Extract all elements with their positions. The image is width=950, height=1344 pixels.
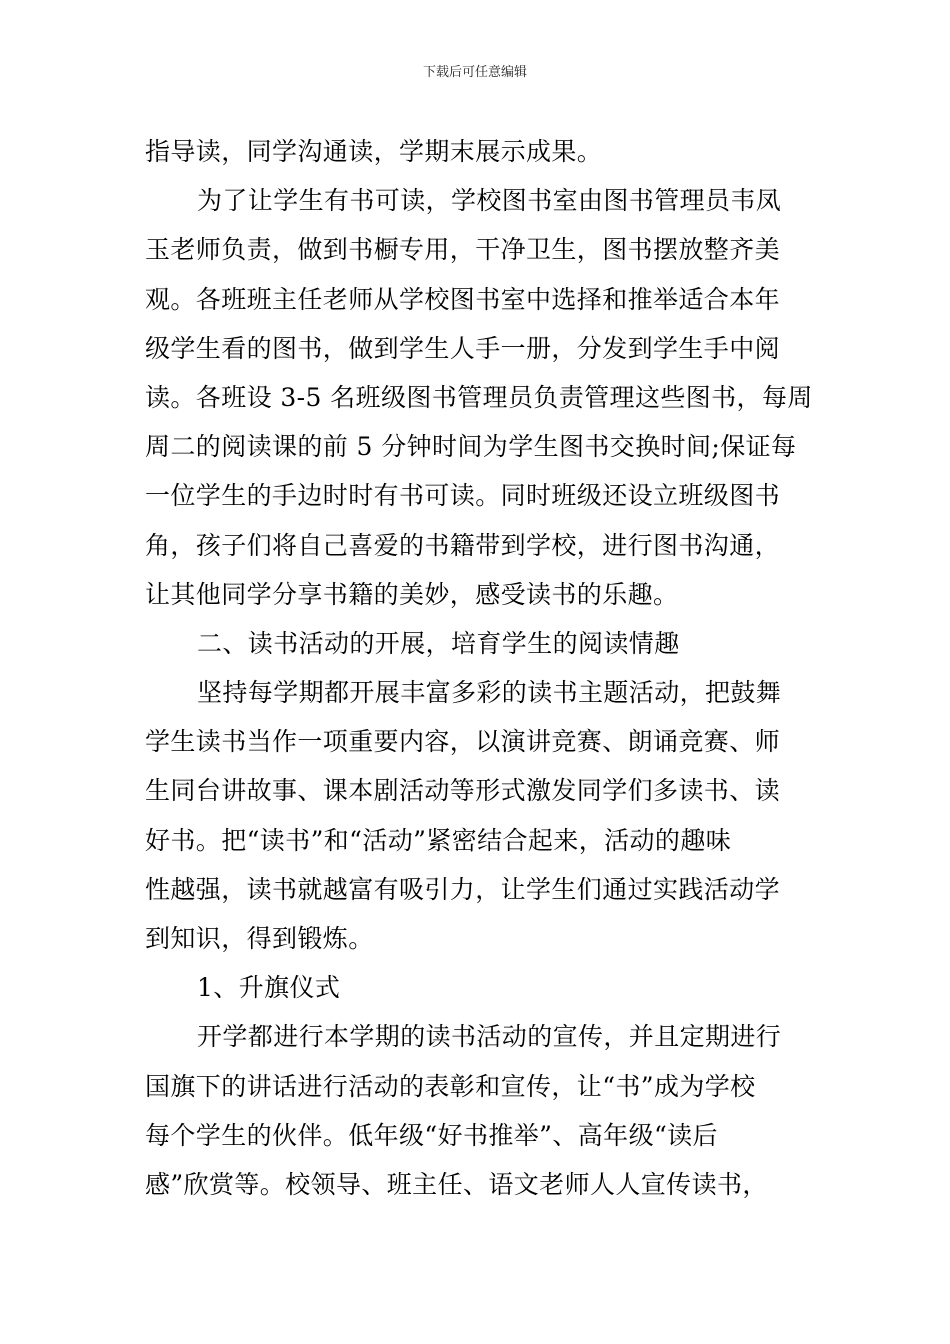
- text-line: 角，孩子们将自己喜爱的书籍带到学校，进行图书沟通，: [145, 530, 781, 560]
- text-line: 周二的阅读课的前 5 分钟时间为学生图书交换时间;保证每: [145, 432, 797, 462]
- subsection-heading: 1、升旗仪式: [197, 973, 341, 1003]
- text-line: 观。各班班主任老师从学校图书室中选择和推举适合本年: [145, 284, 781, 314]
- text-line: 到知识，得到锻炼。: [145, 924, 374, 953]
- text-line: 一位学生的手边时时有书可读。同时班级还设立班级图书: [145, 481, 781, 511]
- text-line: 性越强，读书就越富有吸引力，让学生们通过实践活动学: [145, 874, 781, 904]
- text-line: 让其他同学分享书籍的美妙，感受读书的乐趣。: [145, 579, 679, 609]
- text-line: 国旗下的讲话进行活动的表彰和宣传，让“书”成为学校: [145, 1071, 756, 1101]
- page-header-note: 下载后可任意编辑: [422, 65, 527, 80]
- text-line: 指导读，同学沟通读，学期末展示成果。: [145, 137, 603, 166]
- text-line: 生同台讲故事、课本剧活动等形式激发同学们多读书、读: [145, 776, 781, 806]
- document-body: [145, 127, 813, 1209]
- section-heading: 二、读书活动的开展，培育学生的阅读情趣: [197, 628, 680, 658]
- text-line: 为了让学生有书可读，学校图书室由图书管理员韦凤: [197, 186, 782, 216]
- text-line: 学生读书当作一项重要内容，以演讲竞赛、朗诵竞赛、师: [145, 727, 781, 757]
- text-line: 开学都进行本学期的读书活动的宣传，并且定期进行: [197, 1022, 782, 1052]
- text-line: 玉老师负责，做到书橱专用，干净卫生，图书摆放整齐美: [145, 235, 781, 265]
- text-line: 好书。把“读书”和“活动”紧密结合起来，活动的趣味: [145, 825, 732, 855]
- text-line: 读。各班设 3-5 名班级图书管理员负责管理这些图书，每周: [145, 382, 813, 412]
- text-line: 坚持每学期都开展丰富多彩的读书主题活动，把鼓舞: [197, 678, 782, 708]
- text-line: 每个学生的伙伴。低年级“好书推举”、高年级“读后: [145, 1120, 718, 1150]
- text-line: 级学生看的图书，做到学生人手一册，分发到学生手中阅: [145, 333, 781, 363]
- text-line: 感”欣赏等。校领导、班主任、语文老师人人宣传读书，: [145, 1169, 768, 1199]
